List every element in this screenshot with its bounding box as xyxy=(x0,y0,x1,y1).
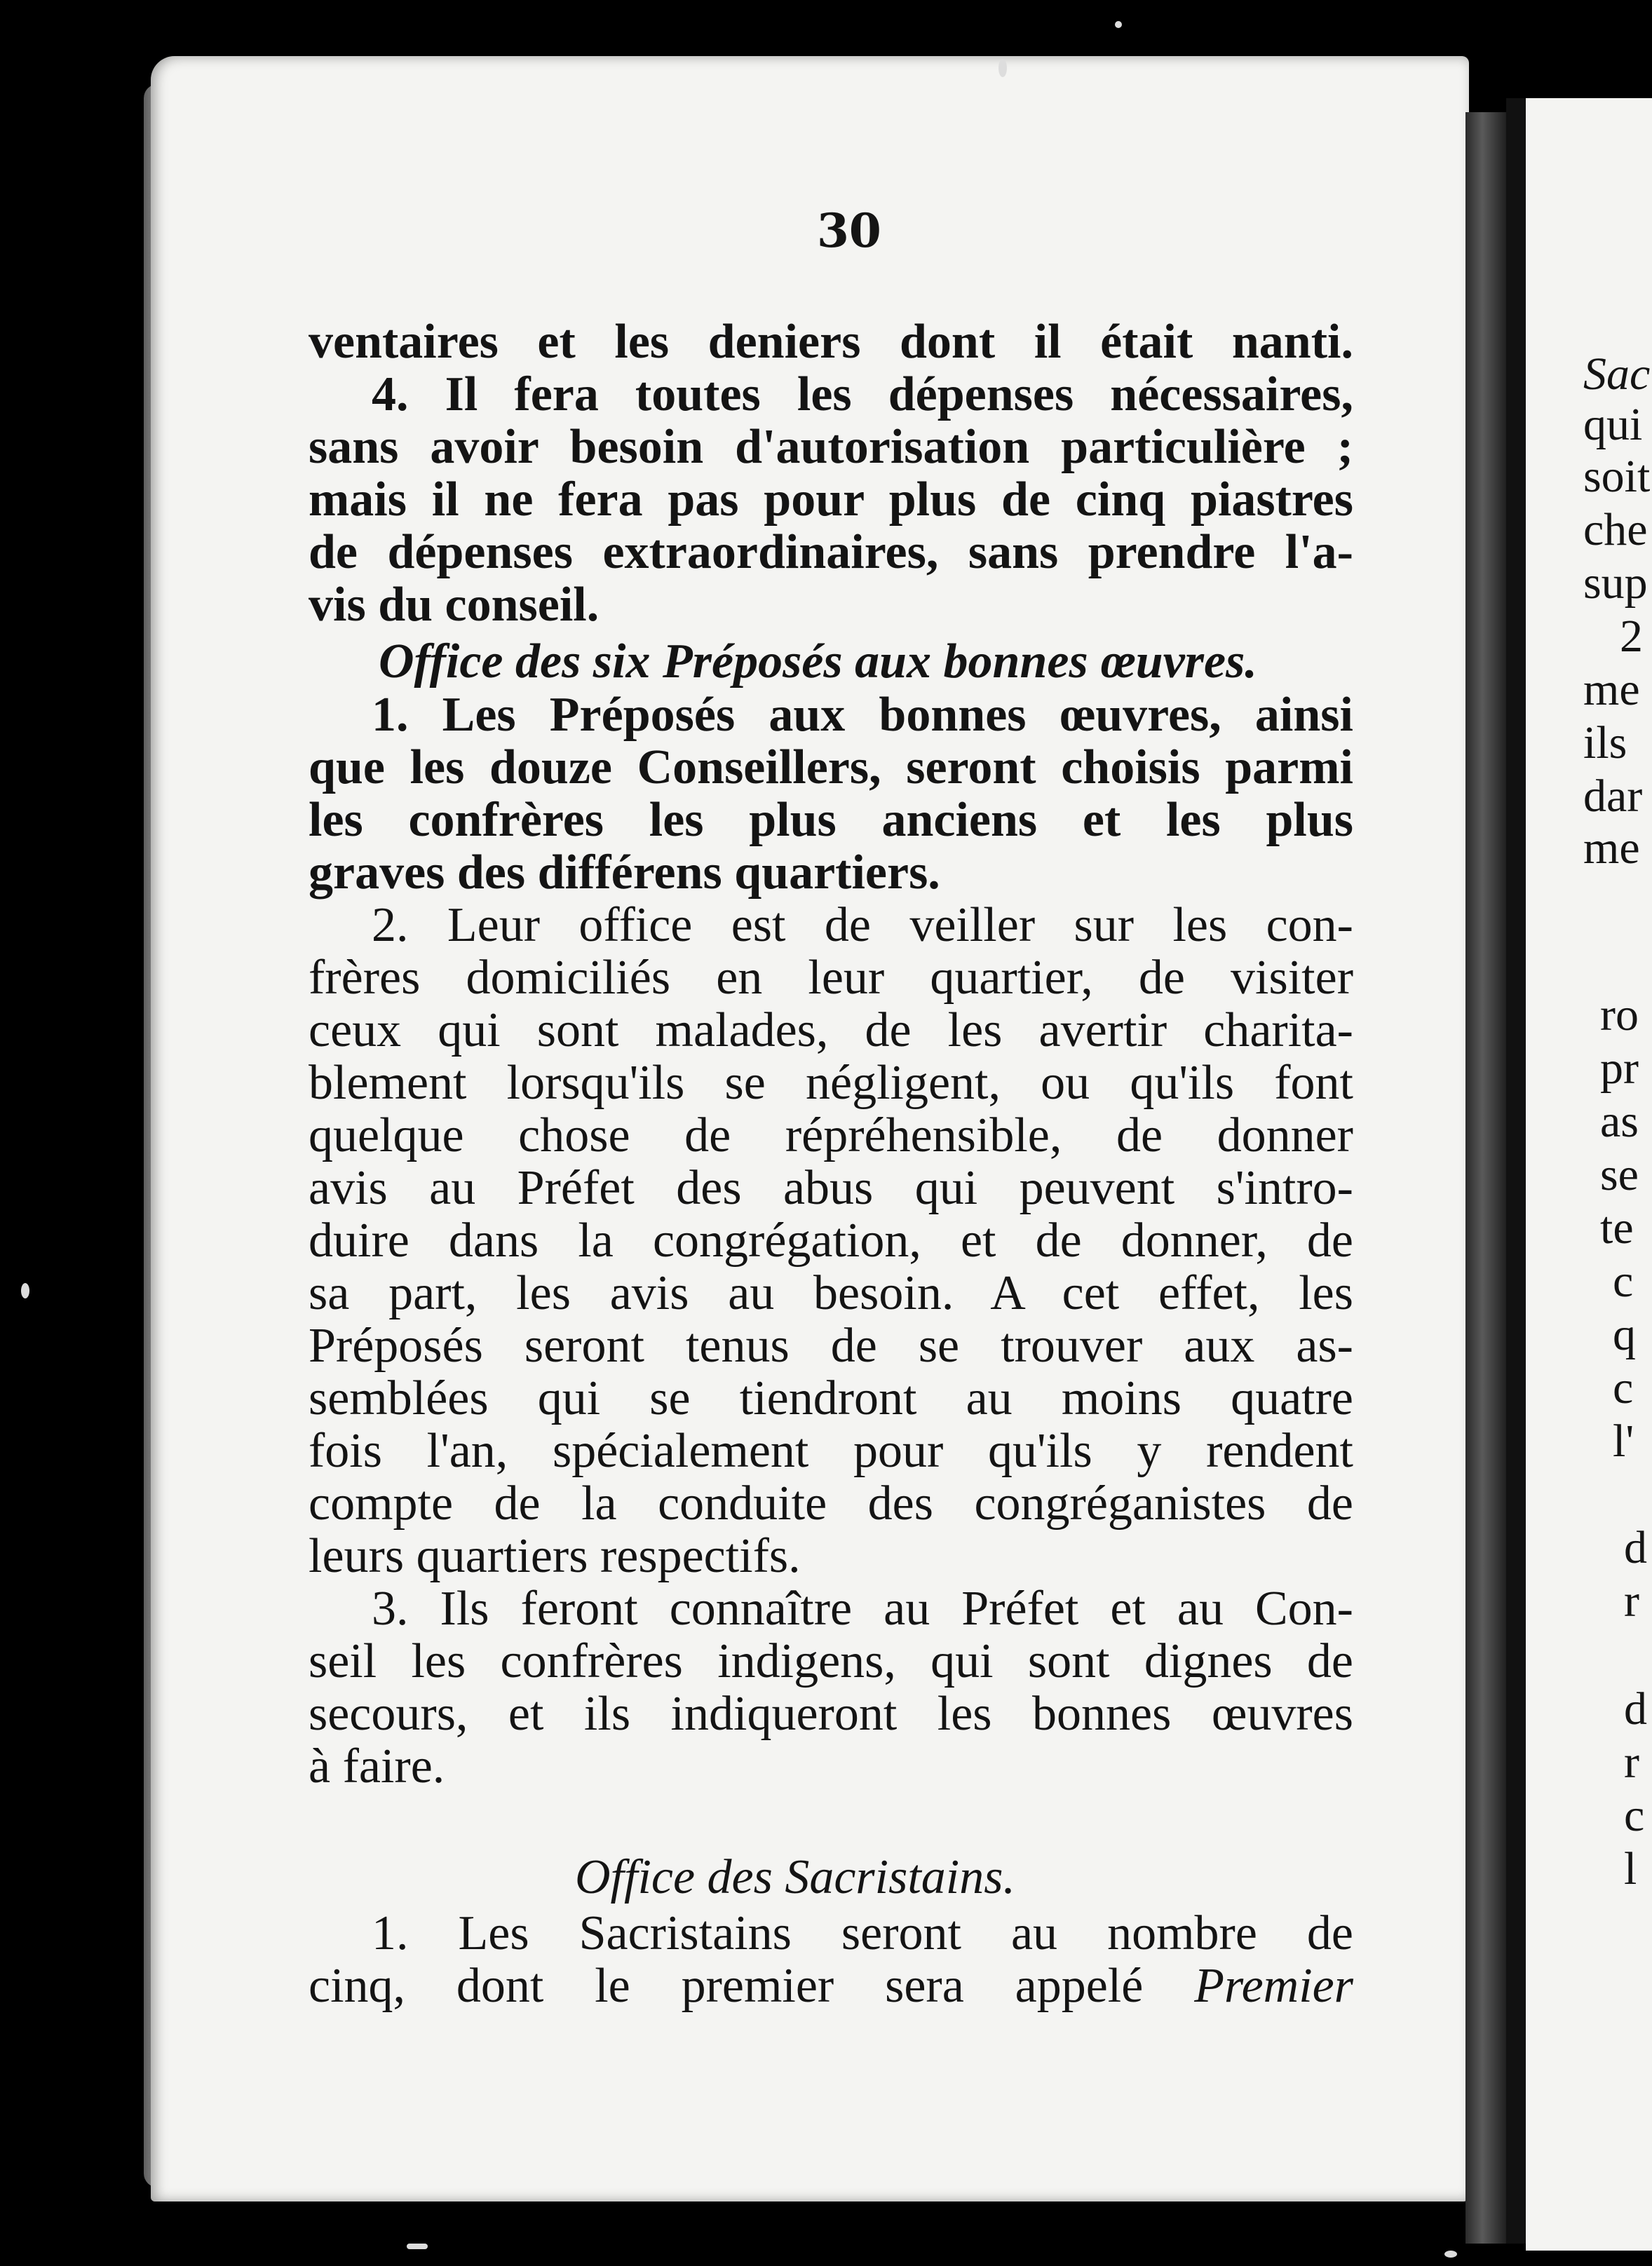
text-line-with-italic xyxy=(309,1960,1353,2012)
section-heading-sacristains xyxy=(309,1851,1353,1904)
right-page-fragment: c xyxy=(1624,1790,1645,1841)
text-line: les confrères les plus anciens et les plus xyxy=(309,793,1353,847)
right-page-fragment: c xyxy=(1613,1256,1634,1307)
right-page-fragment: l xyxy=(1624,1843,1637,1894)
text-line: blement lorsqu'ils se négligent, ou qu'ils font xyxy=(309,1056,1353,1110)
right-page-fragment: pr xyxy=(1600,1043,1639,1094)
right-page-fragment: soit xyxy=(1583,451,1651,502)
text-line-italic: Premier xyxy=(1194,1959,1353,2013)
text-line: duire dans la congrégation, et de donner, de xyxy=(309,1214,1353,1268)
right-page-fragment: d xyxy=(1624,1522,1647,1573)
right-page-fragment: ils xyxy=(1583,717,1627,768)
book-gutter-shadow xyxy=(1506,98,1527,2244)
section-heading-preposes xyxy=(309,635,1353,688)
text-line: sans avoir besoin d'autorisation particulière ; xyxy=(309,420,1353,474)
text-line: 1. Les Sacristains seront au nombre de xyxy=(372,1906,1353,1960)
right-page-fragment: che xyxy=(1583,504,1648,555)
right-page-fragment: qui xyxy=(1583,399,1643,450)
right-page-fragment: te xyxy=(1600,1202,1634,1254)
text-block-top xyxy=(309,316,1353,631)
right-page-fragment: c xyxy=(1613,1362,1634,1413)
right-page-fragment: Sac xyxy=(1583,348,1651,400)
right-page-fragment: me xyxy=(1583,822,1640,874)
text-line: que les douze Conseillers, seront choisis parmi xyxy=(309,740,1353,794)
right-page-fragment: l' xyxy=(1613,1416,1634,1467)
text-line: fois l'an, spécialement pour qu'ils y rendent xyxy=(309,1424,1353,1478)
right-page-fragment: dar xyxy=(1583,771,1643,822)
text-line: 2. Leur office est de veiller sur les con- xyxy=(372,898,1353,952)
right-page-fragment: d xyxy=(1624,1683,1647,1735)
text-line: seil les confrères indigens, qui sont dignes de xyxy=(309,1634,1353,1688)
scan-speck xyxy=(407,2244,428,2249)
right-page-fragment: ro xyxy=(1600,989,1639,1040)
scan-speck xyxy=(21,1283,29,1298)
text-line: avis au Préfet des abus qui peuvent s'intro- xyxy=(309,1161,1353,1215)
text-line: de dépenses extraordinaires, sans prendre l'a- xyxy=(309,525,1353,579)
right-page-fragment: r xyxy=(1624,1737,1639,1788)
right-page-fragment: r xyxy=(1624,1575,1639,1627)
right-page-fragment: as xyxy=(1600,1096,1639,1147)
heading-preposes: Office des six Préposés aux bonnes œuvres. xyxy=(379,635,1257,688)
heading-sacristains: Office des Sacristains. xyxy=(575,1850,1015,1904)
text-line: ceux qui sont malades, de les avertir charita- xyxy=(309,1003,1353,1057)
book-gutter xyxy=(1465,112,1508,2244)
right-page-fragment: q xyxy=(1613,1309,1636,1360)
scan-speck xyxy=(998,59,1007,77)
text-line: leurs quartiers respectifs. xyxy=(309,1529,801,1583)
text-line: quelque chose de répréhensible, de donner xyxy=(309,1108,1353,1162)
text-line: compte de la conduite des congréganistes de xyxy=(309,1477,1353,1531)
text-line: graves des différens quartiers. xyxy=(309,846,940,900)
right-page-fragment: 2 xyxy=(1620,611,1643,662)
text-line: ventaires et les deniers dont il était nanti. xyxy=(309,315,1353,369)
text-line: frères domiciliés en leur quartier, de visiter xyxy=(309,951,1353,1005)
scan-speck xyxy=(1115,21,1122,28)
right-page-fragment: me xyxy=(1583,664,1640,715)
text-line: 4. Il fera toutes les dépenses nécessaires, xyxy=(372,367,1353,421)
text-line: mais il ne fera pas pour plus de cinq piastres xyxy=(309,473,1353,527)
text-line: vis du conseil. xyxy=(309,578,600,632)
text-line: 3. Ils feront connaître au Préfet et au Con- xyxy=(372,1582,1353,1636)
right-page-fragment: sup xyxy=(1583,557,1648,609)
text-line-main: cinq, dont le premier sera appelé xyxy=(309,1959,1144,2013)
scan-speck xyxy=(1444,2251,1457,2258)
page-number: 30 xyxy=(817,203,881,258)
text-block-bottom xyxy=(309,1907,1353,2012)
text-line: sa part, les avis au besoin. A cet effet, les xyxy=(309,1266,1353,1320)
text-line: 1. Les Préposés aux bonnes œuvres, ainsi xyxy=(372,688,1353,742)
text-line: à faire. xyxy=(309,1739,445,1793)
text-block-middle xyxy=(309,688,1353,1793)
text-line: Préposés seront tenus de se trouver aux as- xyxy=(309,1319,1353,1373)
text-line: secours, et ils indiqueront les bonnes œuvres xyxy=(309,1687,1353,1741)
text-line: semblées qui se tiendront au moins quatre xyxy=(309,1371,1353,1425)
right-page-fragment: se xyxy=(1600,1149,1639,1200)
